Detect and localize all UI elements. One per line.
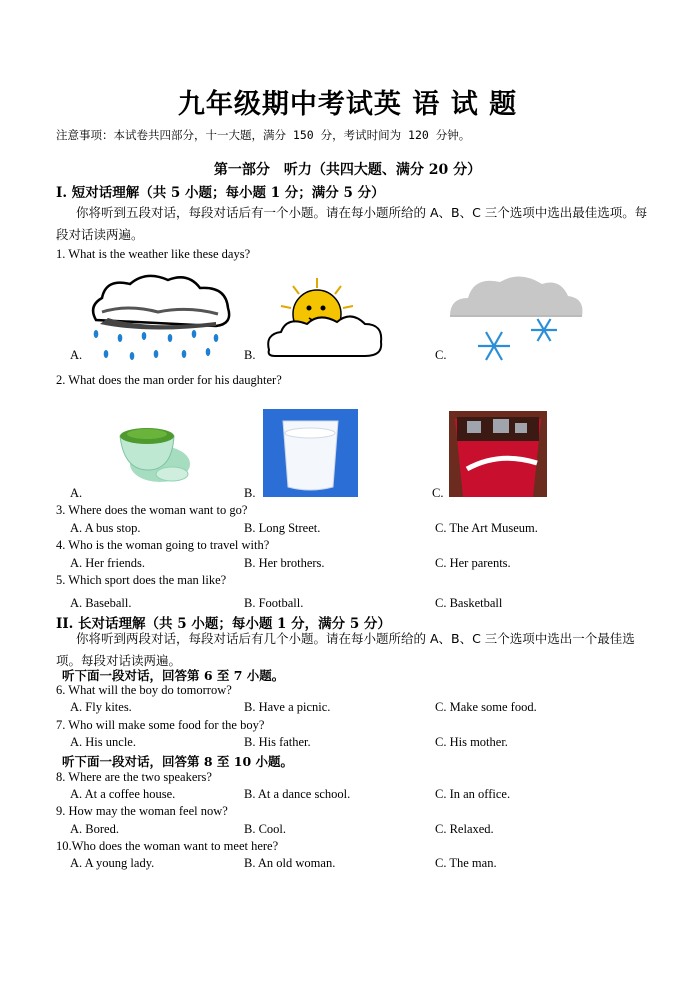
exam-notice: 注意事项：本试卷共四部分，十一大题，满分 150 分，考试时间为 120 分钟。	[56, 128, 471, 142]
q5-option-a: A. Baseball.	[70, 596, 132, 610]
sun-cloud-image	[265, 276, 385, 362]
q1-option-a: A.	[70, 348, 83, 362]
q2-option-c: C.	[432, 486, 444, 500]
section-2-heading: II. 长对话理解（共 5 小题；每小题 1 分，满分 5 分）	[56, 616, 391, 632]
snow-cloud-image	[450, 270, 585, 365]
q7-option-a: A. His uncle.	[70, 735, 136, 749]
coca-cola-cup-image	[449, 411, 547, 497]
q7-option-c: C. His mother.	[435, 735, 508, 749]
q4-option-c: C. Her parents.	[435, 556, 511, 570]
q6-option-a: A. Fly kites.	[70, 700, 132, 714]
q3-option-b: B. Long Street.	[244, 521, 321, 535]
q4-option-b: B. Her brothers.	[244, 556, 325, 570]
green-tea-image	[110, 412, 195, 492]
question-9: 9. How may the woman feel now?	[56, 804, 228, 818]
question-10: 10.Who does the woman want to meet here?	[56, 839, 279, 853]
milk-glass-image	[263, 409, 358, 497]
rain-cloud-image	[88, 268, 233, 363]
q10-option-b: B. An old woman.	[244, 856, 336, 870]
q9-option-a: A. Bored.	[70, 822, 119, 836]
q6-option-c: C. Make some food.	[435, 700, 537, 714]
question-3: 3. Where does the woman want to go?	[56, 503, 248, 517]
q9-option-b: B. Cool.	[244, 822, 287, 836]
q3-option-c: C. The Art Museum.	[435, 521, 538, 535]
q5-option-c: C. Basketball	[435, 596, 503, 610]
q9-option-c: C. Relaxed.	[435, 822, 494, 836]
question-7: 7. Who will make some food for the boy?	[56, 718, 265, 732]
question-6: 6. What will the boy do tomorrow?	[56, 683, 232, 697]
q8-option-b: B. At a dance school.	[244, 787, 351, 801]
part-one-heading: 第一部分 听力（共四大题、满分 20 分）	[213, 162, 482, 178]
question-4: 4. Who is the woman going to travel with?	[56, 538, 270, 552]
question-1: 1. What is the weather like these days?	[56, 247, 251, 261]
section-1-instructions: 你将听到五段对话，每段对话后有一个小题。请在每小题所给的 A、B、C 三个选项中选出最佳选项。每段对话读两遍。	[56, 205, 648, 242]
q7-option-b: B. His father.	[244, 735, 311, 749]
section-1-heading: I. 短对话理解（共 5 小题；每小题 1 分；满分 5 分）	[56, 185, 385, 201]
q10-option-a: A. A young lady.	[70, 856, 155, 870]
q2-option-b: B.	[244, 486, 256, 500]
q1-option-c: C.	[435, 348, 447, 362]
question-5: 5. Which sport does the man like?	[56, 573, 227, 587]
q8-option-c: C. In an office.	[435, 787, 511, 801]
q5-option-b: B. Football.	[244, 596, 304, 610]
q8-option-a: A. At a coffee house.	[70, 787, 176, 801]
section-2-instructions: 你将听到两段对话，每段对话后有几个小题。请在每小题所给的 A、B、C 三个选项中选出一个最佳选项。每段对话读两遍。	[56, 631, 635, 668]
question-2: 2. What does the man order for his daughter?	[56, 373, 282, 387]
q3-option-a: A. A bus stop.	[70, 521, 141, 535]
dialogue-1-heading: 听下面一段对话，回答第 6 至 7 小题。	[62, 668, 285, 683]
page-title: 九年级期中考试英 语 试 题	[177, 89, 518, 120]
q1-option-b: B.	[244, 348, 256, 362]
q4-option-a: A. Her friends.	[70, 556, 145, 570]
q2-option-a: A.	[70, 486, 83, 500]
q10-option-c: C. The man.	[435, 856, 497, 870]
question-8: 8. Where are the two speakers?	[56, 770, 212, 784]
dialogue-2-heading: 听下面一段对话，回答第 8 至 10 小题。	[62, 754, 294, 769]
q6-option-b: B. Have a picnic.	[244, 700, 331, 714]
